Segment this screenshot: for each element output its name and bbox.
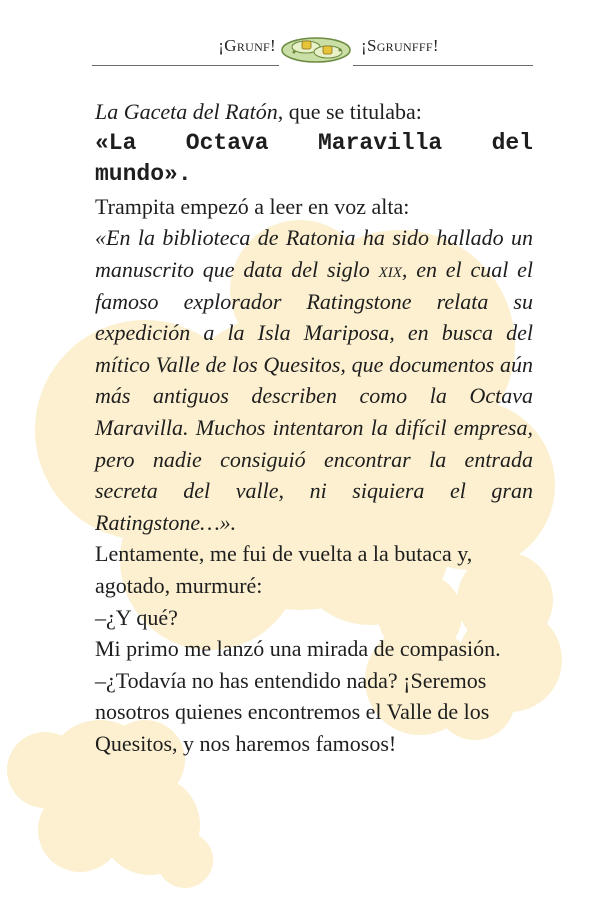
cheese-slippers-icon (280, 30, 352, 66)
narration-line-1: Lentamente, me fui de vuelta a la butaca y, (95, 541, 473, 567)
gazette-title: La Gaceta del Ratón, (95, 99, 284, 124)
narration-line-3: Mi primo me lanzó una mirada de compasión. (95, 636, 501, 662)
dialog-line-2a: –¿Todavía no has entendido nada? ¡Seremos (95, 667, 487, 693)
headline-text: «La Octava Maravilla del mundo». (95, 129, 533, 188)
quote-paragraph (95, 222, 533, 538)
paragraph-gazette (95, 96, 533, 128)
dialog-line-2b: nosotros quienes encontremos el Valle de los (95, 699, 490, 725)
quote-start: «En la biblioteca de Ratonia ha sido hallado un manuscrito que data del siglo (95, 225, 533, 282)
header-right-rule (353, 65, 533, 66)
paragraph-intro: Trampita empezó a leer en voz alta: (95, 193, 410, 219)
header-right-text: ¡Sgrunfff! (361, 36, 439, 55)
header-left-rule (92, 65, 279, 66)
page-header (0, 30, 600, 70)
header-left-text: ¡Grunf! (218, 36, 276, 55)
dialog-line-2c: Quesitos, y nos haremos famosos! (95, 730, 397, 756)
quote-end: , en el cual el famoso explorador Ratingstone relata su expedición a la Isla Mariposa, en busca del mítico Valle de los Quesitos, que documentos aún más antiguos describen como la Octava Maravilla. Muchos intentaron la difícil empresa, pero nadie consiguió encontrar la entrada secreta del valle, ni siquiera el gran Ratingstone…». (95, 256, 533, 535)
page-body (95, 96, 533, 759)
gazette-rest: que se titulaba: (283, 99, 422, 124)
narration-line-2: agotado, murmuré: (95, 572, 263, 598)
quote-century: xix (378, 256, 402, 282)
dialog-line-1: –¿Y qué? (95, 604, 178, 630)
